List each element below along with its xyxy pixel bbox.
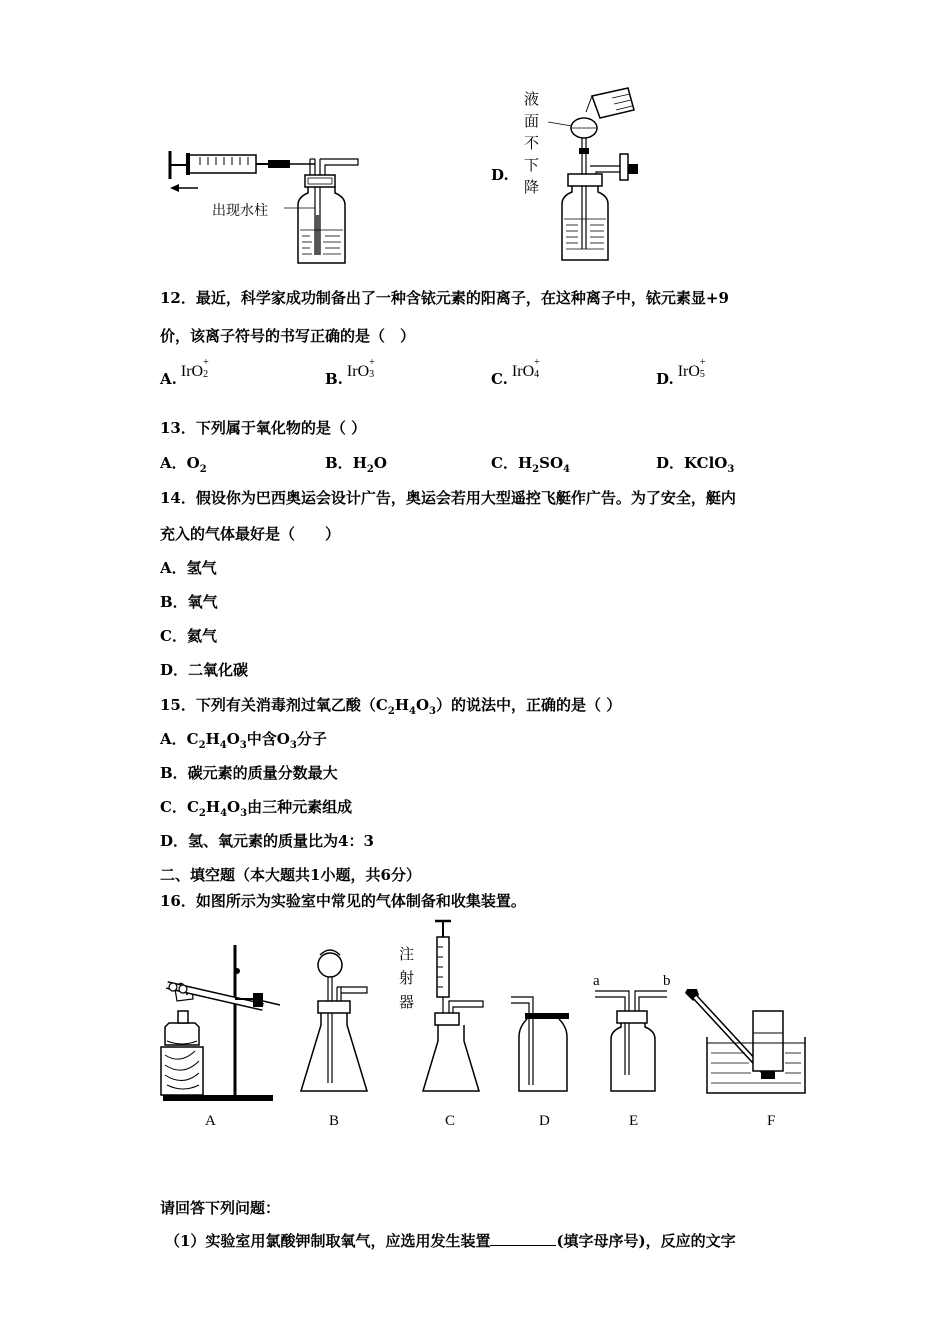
formula-part: H	[205, 798, 221, 816]
q14-option-b: B．氧气	[160, 593, 218, 611]
ion-base: IrO	[180, 363, 204, 380]
q14-option-c: C．氦气	[160, 627, 217, 645]
option-letter: C．	[160, 798, 187, 816]
formula-part: SO	[539, 454, 564, 472]
q13-option-d	[656, 452, 734, 475]
formula-subscript: 2	[198, 808, 206, 819]
funnel-leak-test-figure	[520, 84, 650, 266]
option-text: 分子	[296, 730, 327, 748]
q12-option-b	[325, 357, 375, 389]
formula-part: C	[186, 798, 199, 816]
formula-part: H	[394, 696, 409, 714]
formula-part: O	[226, 730, 240, 748]
vertical-label-char: 降	[524, 178, 540, 196]
ion-subscript: 4	[534, 369, 540, 380]
ion-base: IrO	[346, 363, 370, 380]
section-2-heading: 二、填空题（本大题共1小题，共6分）	[160, 866, 421, 884]
syringe-label-char: 注	[399, 945, 415, 963]
q15-option-d: D．氢、氧元素的质量比为4：3	[160, 832, 374, 850]
q13-option-a	[160, 452, 207, 475]
ion-charge: +	[699, 357, 706, 368]
formula-subscript: 4	[563, 464, 570, 475]
tube-b-label: b	[663, 973, 671, 989]
q16-prompt: 请回答下列问题：	[160, 1199, 281, 1217]
q15-option-c	[160, 796, 352, 819]
water-column-label: 出现水柱	[212, 203, 268, 219]
apparatus-e	[593, 973, 671, 1091]
formula-part: C	[375, 696, 388, 714]
device-label-b: B	[329, 1113, 340, 1129]
ion-base: IrO	[511, 363, 535, 380]
formula-subscript: 2	[199, 464, 207, 475]
stem-text: 15．下列有关消毒剂过氧乙酸（	[160, 696, 376, 714]
q14-option-a: A．氢气	[160, 559, 217, 577]
answer-blank[interactable]	[490, 1231, 556, 1246]
apparatus-b	[301, 950, 367, 1091]
vertical-label-char: 面	[524, 112, 540, 130]
option-text: 中含	[246, 730, 277, 748]
option-letter: B．	[325, 454, 353, 472]
q16-sub1	[165, 1230, 736, 1251]
formula-subscript: 3	[289, 740, 297, 751]
formula-subscript: 3	[429, 706, 437, 717]
formula-subscript: 4	[219, 740, 227, 751]
apparatus-f	[685, 989, 805, 1093]
formula-part: O	[186, 454, 200, 472]
vertical-label-char: 液	[524, 90, 540, 108]
q12-option-d	[656, 357, 706, 389]
tube-a-label: a	[593, 973, 600, 989]
formula-part: KClO	[684, 454, 728, 472]
option-letter: A．	[160, 454, 187, 472]
syringe-label-char: 器	[399, 993, 415, 1011]
syringe-water-column-figure	[160, 145, 370, 270]
formula-part: O	[276, 730, 290, 748]
option-letter: C.	[491, 370, 508, 388]
formula-subscript: 3	[727, 464, 735, 475]
formula-subscript: 2	[532, 464, 540, 475]
option-letter: A.	[160, 370, 177, 388]
ion-charge: +	[203, 357, 209, 368]
ion-charge: +	[534, 357, 540, 368]
formula-part: C	[186, 730, 199, 748]
sub1-text: （1）实验室用氯酸钾制取氧气，应选用发生装置	[165, 1232, 491, 1250]
formula-subscript: 2	[387, 706, 395, 717]
apparatus-a	[161, 945, 280, 1101]
device-label-c: C	[445, 1113, 456, 1129]
vertical-label-char: 不	[524, 134, 540, 152]
ion-subscript: 5	[699, 369, 705, 380]
device-label-a: A	[205, 1113, 216, 1129]
formula-part: O	[373, 454, 387, 472]
gas-apparatus-figure	[155, 915, 815, 1135]
vertical-label-char: 下	[524, 156, 540, 174]
ion-subscript: 3	[369, 369, 375, 380]
formula-subscript: 3	[240, 808, 248, 819]
syringe-label-char: 射	[399, 969, 415, 987]
device-label-e: E	[629, 1113, 639, 1129]
formula-subscript: 2	[198, 740, 206, 751]
option-letter: D．	[656, 454, 685, 472]
q15-stem	[160, 694, 621, 717]
stem-text: ）的说法中，正确的是（ ）	[436, 696, 622, 714]
option-letter: D.	[656, 370, 674, 388]
q13-option-b	[325, 452, 387, 475]
q15-option-b: B．碳元素的质量分数最大	[160, 764, 338, 782]
option-letter: A．	[160, 730, 187, 748]
option-letter: C．	[491, 454, 518, 472]
apparatus-d	[511, 997, 569, 1091]
formula-subscript: 3	[239, 740, 247, 751]
ion-base: IrO	[677, 363, 700, 380]
formula-part: O	[227, 798, 241, 816]
q14-stem-line1: 14．假设你为巴西奥运会设计广告，奥运会若用大型遥控飞艇作广告。为了安全，艇内	[160, 489, 736, 507]
q14-option-d: D．二氧化碳	[160, 661, 249, 679]
q13-stem: 13．下列属于氧化物的是（ ）	[160, 419, 367, 437]
device-label-d: D	[539, 1113, 550, 1129]
device-label-f: F	[767, 1113, 776, 1129]
ion-charge: +	[369, 357, 375, 368]
sub1-text: (填字母序号)，反应的文字	[556, 1232, 736, 1250]
q12-stem-line2: 价，该离子符号的书写正确的是（ ）	[160, 327, 416, 345]
apparatus-c	[399, 921, 483, 1091]
option-text: 由三种元素组成	[247, 798, 353, 816]
q12-option-c	[491, 357, 540, 389]
figure-d-option: D.	[491, 166, 509, 184]
formula-part: H	[352, 454, 367, 472]
q15-option-a	[160, 728, 327, 751]
formula-part: O	[415, 696, 430, 714]
formula-part: H	[205, 730, 220, 748]
q13-option-c	[491, 452, 570, 475]
q16-stem: 16．如图所示为实验室中常见的气体制备和收集装置。	[160, 892, 526, 910]
q14-stem-line2: 充入的气体最好是（ ）	[160, 525, 341, 543]
formula-subscript: 2	[366, 464, 374, 475]
q12-stem-line1: 12．最近，科学家成功制备出了一种含铱元素的阳离子，在这种离子中，铱元素显+9	[160, 289, 729, 307]
ion-subscript: 2	[203, 369, 209, 380]
formula-part: H	[517, 454, 533, 472]
option-letter: B.	[325, 370, 343, 388]
formula-subscript: 4	[220, 808, 228, 819]
q12-option-a	[160, 357, 209, 389]
formula-subscript: 4	[409, 706, 416, 717]
